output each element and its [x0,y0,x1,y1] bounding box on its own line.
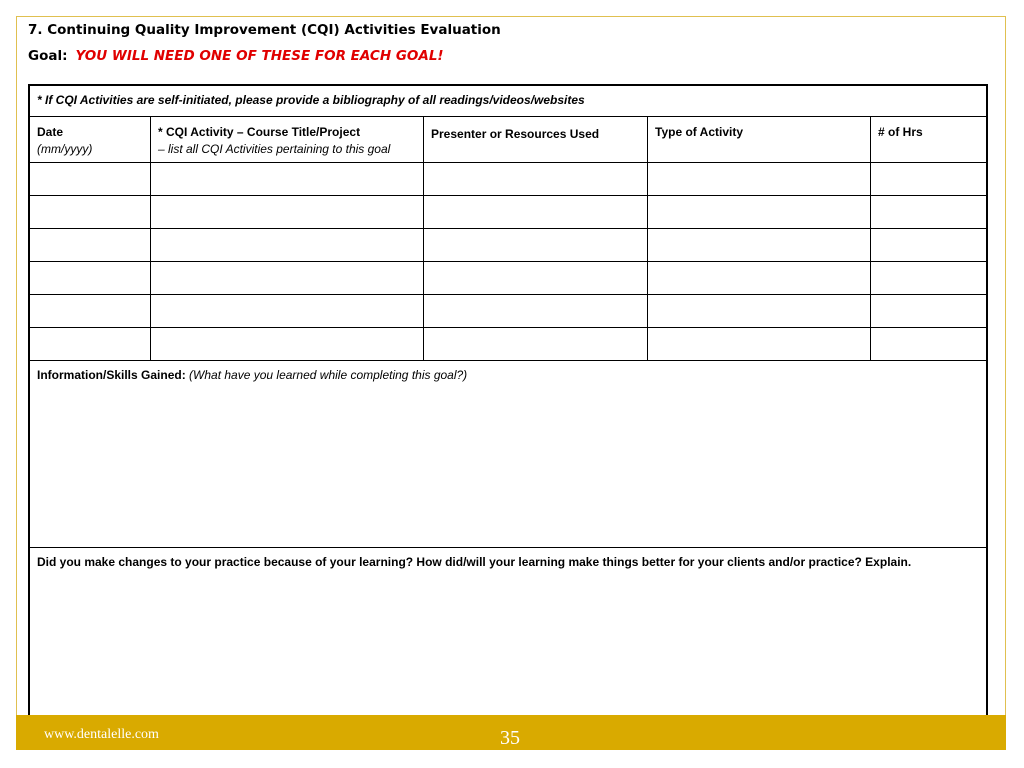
header-presenter-label: Presenter or Resources Used [431,127,600,141]
header-presenter [424,117,648,162]
practice-changes-label: Did you make changes to your practice because of your learning? How did/will your learning make things better for your clients and/or practice? Explain. [37,555,912,569]
table-row [30,163,986,196]
table-row [30,295,986,328]
table-cell[interactable] [648,163,871,195]
table-cell[interactable] [871,163,986,195]
page-number: 35 [500,727,520,749]
table-cell[interactable] [30,295,151,327]
table-cell[interactable] [30,262,151,294]
table-cell[interactable] [424,328,648,360]
header-cqi-activity-sub: – list all CQI Activities pertaining to this goal [158,142,391,156]
table-cell[interactable] [151,295,424,327]
table-cell[interactable] [648,328,871,360]
header-type-of-activity [648,117,871,162]
table-cell[interactable] [30,328,151,360]
header-date-sub: (mm/yyyy) [37,142,93,156]
header-hours [871,117,986,162]
table-cell[interactable] [424,196,648,228]
table-cell[interactable] [424,262,648,294]
practice-changes-section[interactable] [30,548,986,730]
table-cell[interactable] [871,295,986,327]
header-cqi-activity [151,117,424,162]
info-skills-section[interactable] [30,361,986,548]
goal-label: Goal: [28,48,68,64]
table-cell[interactable] [151,328,424,360]
goal-note: YOU WILL NEED ONE OF THESE FOR EACH GOAL! [75,48,444,64]
goal-line [28,48,444,64]
table-row [30,328,986,361]
table-cell[interactable] [871,328,986,360]
table-cell[interactable] [30,196,151,228]
table-cell[interactable] [648,262,871,294]
bibliography-note: * If CQI Activities are self-initiated, please provide a bibliography of all readings/videos/websites [37,93,585,107]
table-cell[interactable] [151,229,424,261]
table-cell[interactable] [424,229,648,261]
table-cell[interactable] [871,229,986,261]
table-cell[interactable] [151,196,424,228]
table-cell[interactable] [30,163,151,195]
header-date [30,117,151,162]
table-cell[interactable] [151,163,424,195]
table-row [30,262,986,295]
header-type-label: Type of Activity [655,125,744,139]
table-cell[interactable] [648,229,871,261]
footer-url: www.dentalelle.com [44,727,159,742]
table-cell[interactable] [151,262,424,294]
table-row [30,196,986,229]
table-cell[interactable] [648,196,871,228]
table-cell[interactable] [871,196,986,228]
table-header-row [30,117,986,163]
table-cell[interactable] [648,295,871,327]
header-date-label: Date [37,125,64,139]
table-row [30,229,986,262]
header-hours-label: # of Hrs [878,125,923,139]
page-title: 7. Continuing Quality Improvement (CQI) Activities Evaluation [28,22,501,38]
info-skills-label: Information/Skills Gained: [37,368,186,382]
table-cell[interactable] [424,295,648,327]
table-cell[interactable] [424,163,648,195]
cqi-form-table [28,84,988,732]
bibliography-note-row [30,86,986,117]
table-cell[interactable] [871,262,986,294]
header-cqi-activity-label: * CQI Activity – Course Title/Project [158,125,361,139]
table-cell[interactable] [30,229,151,261]
info-skills-prompt: (What have you learned while completing this goal?) [189,368,468,382]
